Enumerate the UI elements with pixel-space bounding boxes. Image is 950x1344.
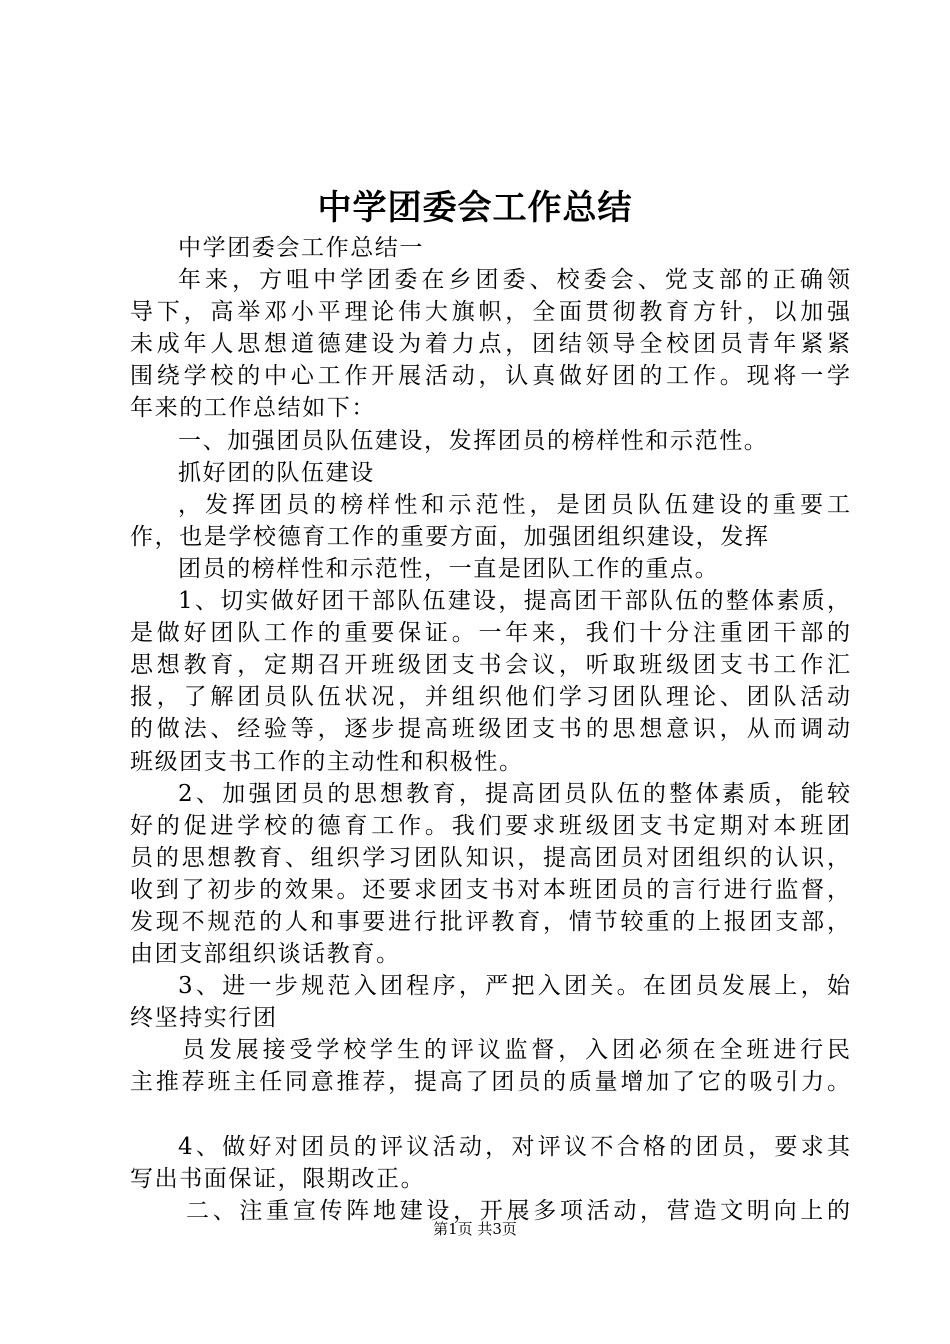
text-line: 抓好团的队伍建设	[178, 459, 375, 486]
text-line: 收到了初步的效果。还要求团支书对本班团员的言行进行监督，	[130, 876, 850, 903]
text-line: 团员的榜样性和示范性，一直是团队工作的重点。	[178, 555, 720, 582]
text-line: 员发展接受学校学生的评议监督，入团必须在全班进行民	[182, 1037, 850, 1064]
text-line: 终坚持实行团	[130, 1005, 278, 1032]
text-line: 年来，方咀中学团委在乡团委、校委会、党支部的正确领	[178, 267, 850, 294]
text-line: 2、加强团员的思想教育，提高团员队伍的整体素质，能较	[178, 780, 850, 807]
text-line: 年来的工作总结如下：	[130, 395, 376, 422]
document-body	[130, 232, 850, 1227]
text-line: 员的思想教育、组织学习团队知识，提高团员对团组织的认识，	[130, 844, 850, 871]
text-line: 未成年人思想道德建设为着力点，团结领导全校团员青年紧紧	[130, 331, 850, 358]
text-line: 中学团委会工作总结一	[178, 235, 424, 261]
text-line: 报，了解团员队伍状况，并组织他们学习团队理论、团队活动	[130, 684, 850, 711]
text-line: 写出书面保证，限期改正。	[130, 1165, 426, 1192]
text-line: 导下，高举邓小平理论伟大旗帜，全面贯彻教育方针，以加强	[130, 299, 850, 326]
document-title: 中学团委会工作总结	[317, 188, 633, 228]
text-line: 二、注重宣传阵地建设，开展多项活动，营造文明向上的	[186, 1197, 850, 1224]
blank-line	[130, 1099, 850, 1131]
text-line: 围绕学校的中心工作开展活动，认真做好团的工作。现将一学	[130, 363, 850, 390]
text-line: 主推荐班主任同意推荐，提高了团员的质量增加了它的吸引力。	[130, 1069, 850, 1096]
text-line: 班级团支书工作的主动性和积极性。	[130, 748, 524, 775]
text-line: 是做好团队工作的重要保证。一年来，我们十分注重团干部的	[130, 620, 850, 647]
text-line: 发现不规范的人和事要进行批评教育，情节较重的上报团支部，	[130, 908, 850, 935]
text-line: 1、切实做好团干部队伍建设，提高团干部队伍的整体素质，	[178, 588, 850, 615]
text-line: 好的促进学校的德育工作。我们要求班级团支书定期对本班团	[130, 812, 850, 839]
text-line: 作，也是学校德育工作的重要方面，加强团组织建设，发挥	[130, 523, 770, 550]
text-line: 一、加强团员队伍建设，发挥团员的榜样性和示范性。	[178, 427, 769, 454]
text-line: ，发挥团员的榜样性和示范性，是团员队伍建设的重要工	[178, 491, 850, 518]
text-line: 思想教育，定期召开班级团支书会议，听取班级团支书工作汇	[130, 652, 850, 679]
text-line: 由团支部组织谈话教育。	[130, 941, 401, 968]
text-line: 的做法、经验等，逐步提高班级团支书的思想意识，从而调动	[130, 716, 850, 743]
page-number: 第1页 共3页	[433, 1220, 517, 1238]
text-line: 4、做好对团员的评议活动，对评议不合格的团员，要求其	[178, 1133, 850, 1160]
text-line: 3、进一步规范入团程序，严把入团关。在团员发展上，始	[178, 973, 850, 1000]
